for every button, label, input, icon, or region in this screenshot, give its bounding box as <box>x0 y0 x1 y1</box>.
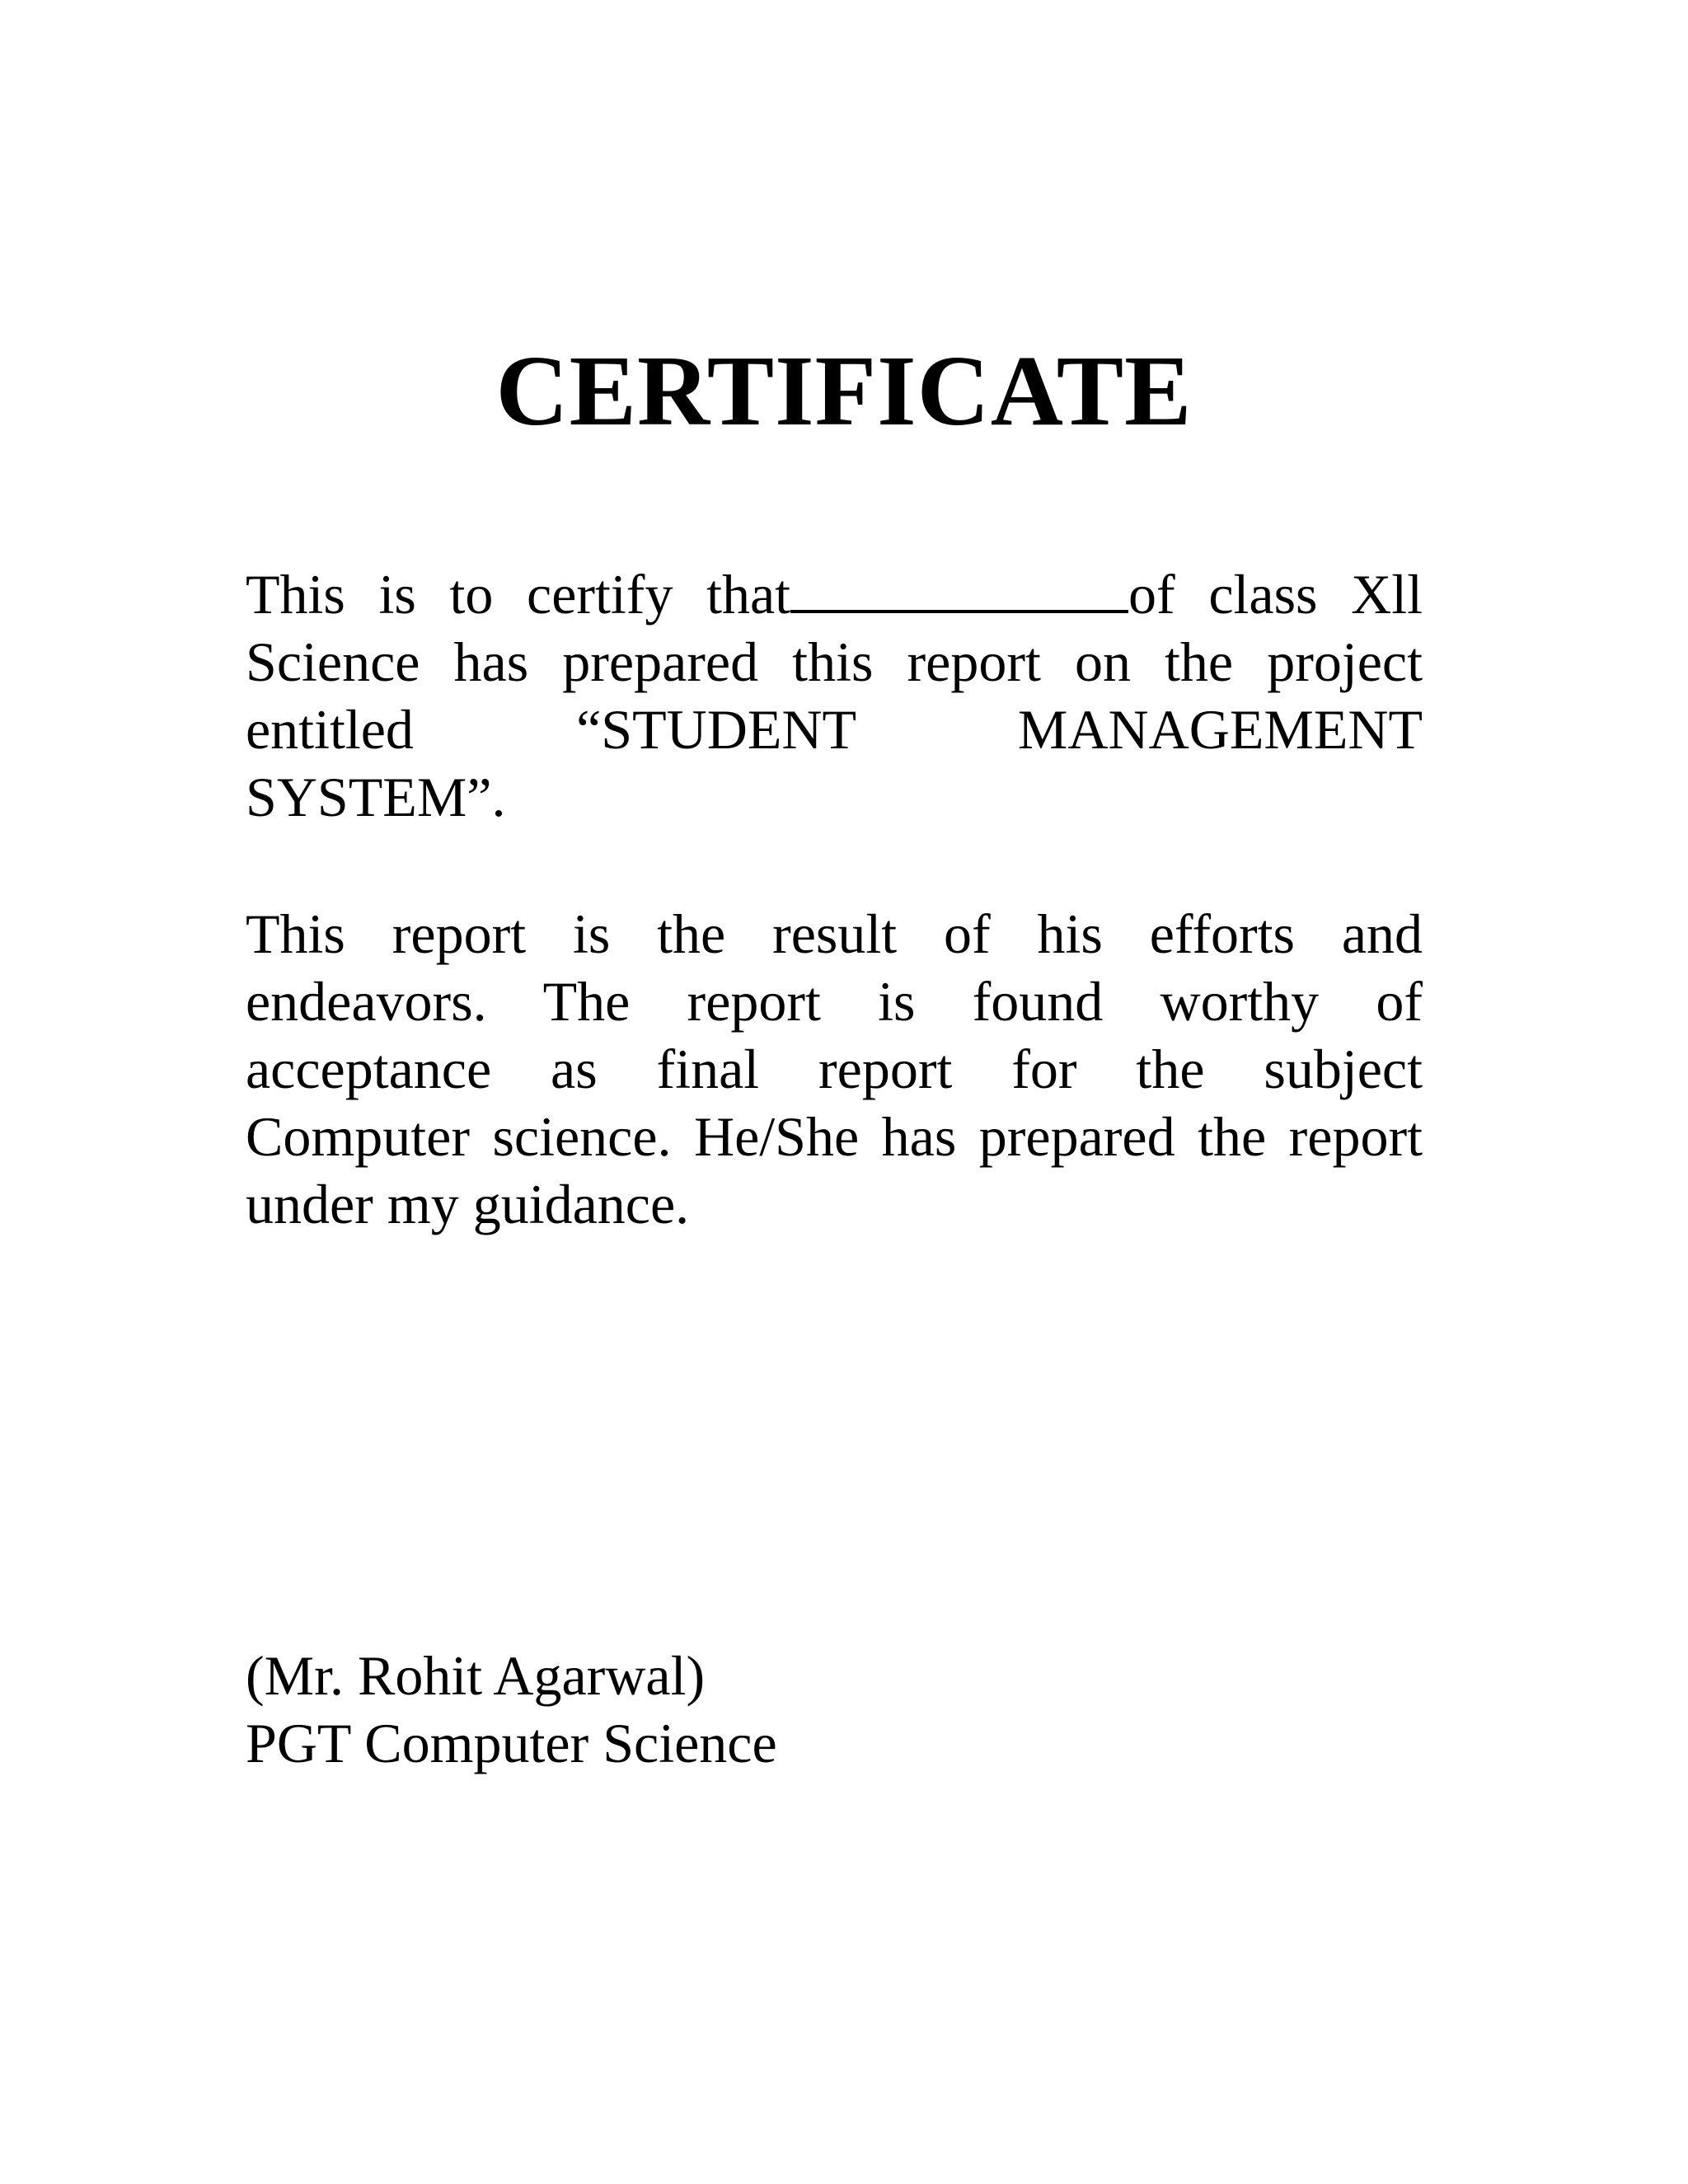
paragraph-line <box>246 560 1423 628</box>
paragraph-line: under my guidance. <box>246 1173 690 1235</box>
page-title: CERTIFICATE <box>495 335 1193 447</box>
class-text: of class Xll <box>1128 563 1423 626</box>
certify-text: This is to certify that <box>246 563 791 626</box>
paragraph-line: endeavors. The report is found worthy of <box>246 970 1423 1033</box>
signatory-name: (Mr. Rohit Agarwal) <box>246 1644 706 1707</box>
paragraph-line: entitled “STUDENT MANAGEMENT <box>246 698 1423 761</box>
paragraph-line: Computer science. He/She has prepared the report <box>246 1105 1423 1168</box>
signatory-designation: PGT Computer Science <box>246 1712 777 1774</box>
paragraph-line: SYSTEM”. <box>246 766 506 828</box>
student-name-blank <box>790 564 1128 613</box>
paragraph-line: This report is the result of his efforts and <box>246 902 1423 965</box>
acceptance-paragraph <box>246 900 1423 1238</box>
certification-paragraph <box>246 560 1423 831</box>
paragraph-line: Science has prepared this report on the project <box>246 630 1423 693</box>
paragraph-line: acceptance as final report for the subject <box>246 1038 1423 1100</box>
